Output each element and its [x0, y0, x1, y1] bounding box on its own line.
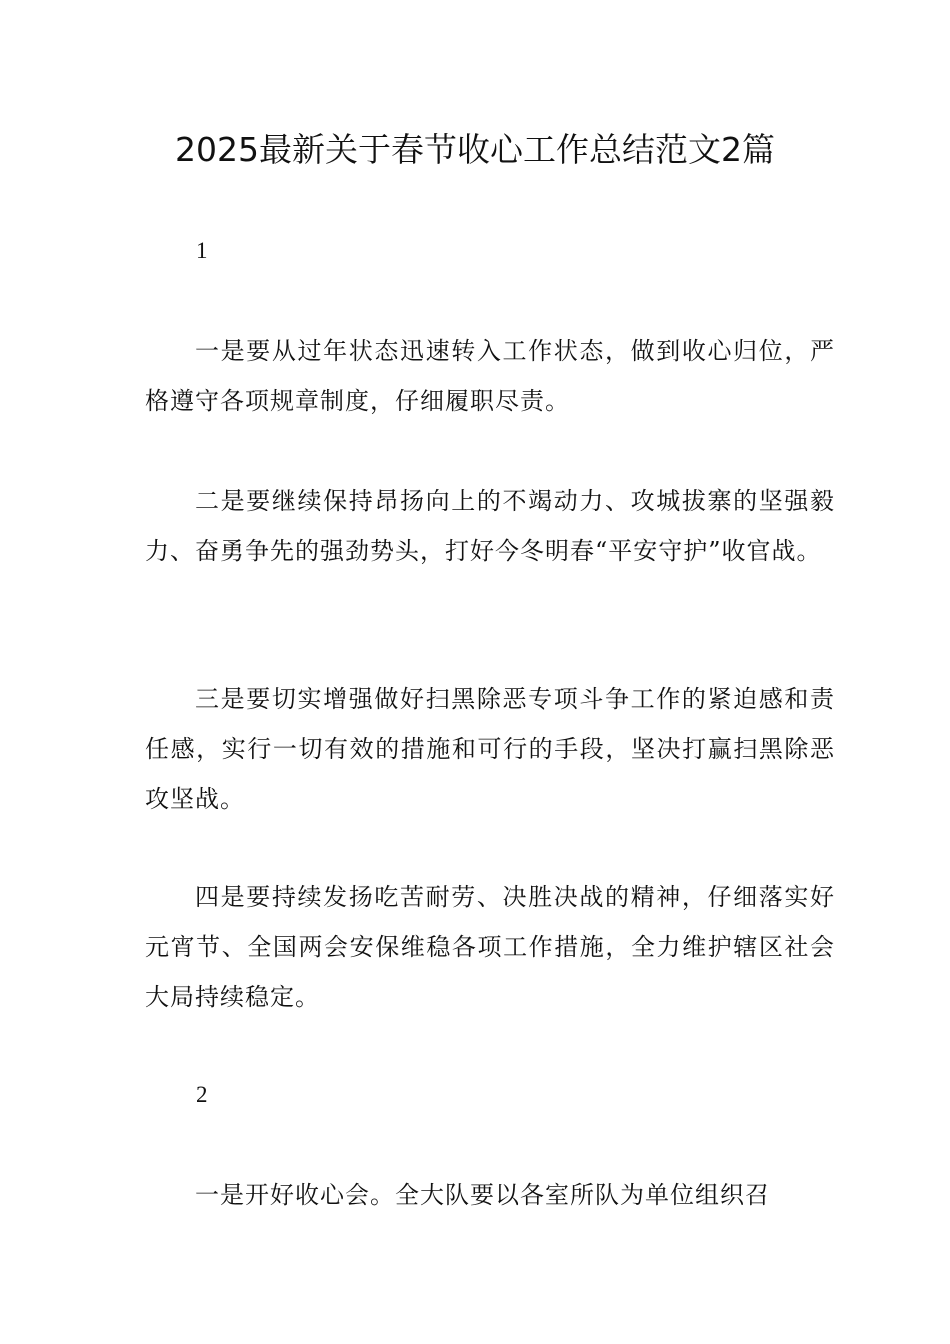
paragraph-2-1: 一是开好收心会。全大队要以各室所队为单位组织召 — [195, 1181, 770, 1209]
paragraph-1-4: 四是要持续发扬吃苦耐劳、决胜决战的精神，仔细落实好元宵节、全国两会安保维稳各项工作措施，全力维护辖区社会大局持续稳定。 — [145, 883, 835, 1011]
paragraph-1-3: 三是要切实增强做好扫黑除恶专项斗争工作的紧迫感和责任感，实行一切有效的措施和可行的手段，坚决打赢扫黑除恶攻坚战。 — [145, 685, 835, 813]
document-title: 2025最新关于春节收心工作总结范文2篇 — [175, 130, 775, 169]
paragraph-1-1: 一是要从过年状态迅速转入工作状态，做到收心归位，严格遵守各项规章制度，仔细履职尽责。 — [145, 337, 835, 415]
section-number-1: 1 — [196, 238, 208, 263]
paragraph-1-2: 二是要继续保持昂扬向上的不竭动力、攻城拔寨的坚强毅力、奋勇争先的强劲势头，打好今冬明春“平安守护”收官战。 — [145, 487, 835, 565]
section-number-2: 2 — [196, 1082, 208, 1107]
